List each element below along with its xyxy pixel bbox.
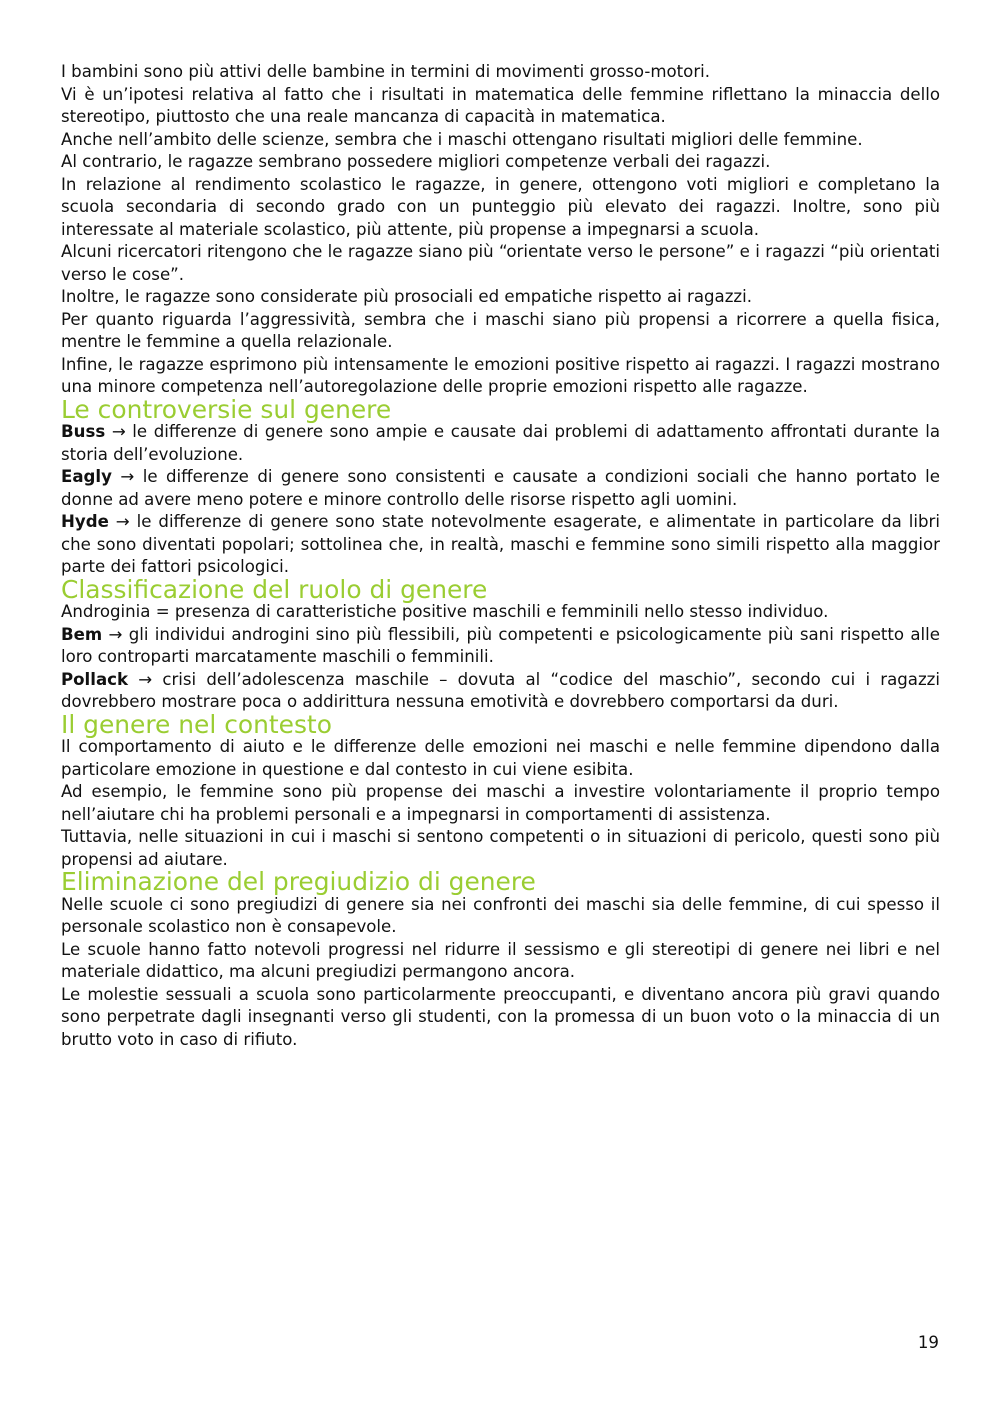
definition-hyde	[61, 511, 940, 579]
paragraph: I bambini sono più attivi delle bambine in termini di movimenti grosso-motori.	[61, 62, 711, 81]
definition-text: crisi dell’adolescenza maschile – dovuta al “codice del maschio”, secondo cui i ragazzi dovrebbero mostrare poca o addirittura nessuna emotività e dovrebbero comportarsi da duri.	[61, 669, 941, 711]
paragraph: Le molestie sessuali a scuola sono particolarmente preoccupanti, e diventano ancora più gravi quando sono perpetrate dagli insegnanti verso gli studenti, con la promessa di un buon voto o la minaccia di un brutto voto in caso di rifiuto.	[61, 984, 940, 1049]
section-heading-contesto: Il genere nel contesto	[61, 709, 332, 739]
arrow-icon: →	[138, 669, 153, 689]
section-heading-eliminazione: Eliminazione del pregiudizio di genere	[61, 867, 536, 896]
definition-text: le differenze di genere sono consistenti e causate a condizioni sociali che hanno portato le donne ad avere meno potere e minore controllo delle risorse rispetto agli uomini.	[61, 467, 940, 509]
page-number: 19	[917, 1333, 939, 1352]
definition-pollack	[61, 669, 940, 714]
paragraph: In relazione al rendimento scolastico le ragazze, in genere, ottengono voti migliori e completano la scuola secondaria di secondo grado con un punteggio più elevato dei ragazzi. Inoltre, sono più interessate al materiale scolastico, più attente, più propense a impegnarsi a scuola.	[61, 174, 940, 239]
term-name: Buss	[61, 422, 106, 441]
paragraph: Ad esempio, le femmine sono più propense dei maschi a investire volontariamente il proprio tempo nell’aiutare chi ha problemi personali e a impegnarsi in comportamenti di assistenza.	[61, 782, 940, 824]
definition-buss	[61, 421, 940, 466]
term-name: Pollack	[61, 669, 129, 689]
paragraph: Tuttavia, nelle situazioni in cui i maschi si sentono competenti o in situazioni di pericolo, questi sono più propensi ad aiutare.	[61, 827, 940, 869]
definition-text: le differenze di genere sono ampie e causate dai problemi di adattamento affrontati durante la storia dell’evoluzione.	[61, 422, 941, 464]
paragraph: Le scuole hanno fatto notevoli progressi nel ridurre il sessismo e gli stereotipi di genere nei libri e nel materiale didattico, ma alcuni pregiudizi permangono ancora.	[61, 939, 940, 981]
arrow-icon: →	[111, 422, 126, 441]
term-name: Hyde	[61, 512, 109, 531]
arrow-icon: →	[115, 512, 130, 531]
section-heading-controversie: Le controversie sul genere	[61, 394, 392, 424]
paragraph: Alcuni ricercatori ritengono che le ragazze siano più “orientate verso le persone” e i ragazzi “più orientati verso le cose”.	[61, 242, 940, 284]
paragraph: Androginia = presenza di caratteristiche positive maschili e femminili nello stesso individuo.	[61, 602, 829, 621]
arrow-icon: →	[120, 467, 135, 486]
paragraph: Infine, le ragazze esprimono più intensamente le emozioni positive rispetto ai ragazzi. I ragazzi mostrano una minore competenza nell’autoregolazione delle proprie emozioni rispetto alle ragazze.	[61, 354, 940, 396]
definition-text: gli individui androgini sino più flessibili, più competenti e psicologicamente più sani rispetto alle loro controparti marcatamente maschili o femminili.	[61, 624, 940, 666]
paragraph: Per quanto riguarda l’aggressività, sembra che i maschi siano più propensi a ricorrere a quella fisica, mentre le femmine a quella relazionale.	[61, 309, 940, 351]
paragraph: Inoltre, le ragazze sono considerate più prosociali ed empatiche rispetto ai ragazzi.	[61, 287, 753, 306]
paragraph: Nelle scuole ci sono pregiudizi di genere sia nei confronti dei maschi sia delle femmine, di cui spesso il personale scolastico non è consapevole.	[61, 894, 940, 936]
arrow-icon: →	[108, 624, 123, 644]
paragraph: Vi è un’ipotesi relativa al fatto che i risultati in matematica delle femmine riflettano la minaccia dello stereotipo, piuttosto che una reale mancanza di capacità in matematica.	[61, 84, 940, 126]
definition-text: le differenze di genere sono state notevolmente esagerate, e alimentate in particolare da libri che sono diventati popolari; sottolinea che, in realtà, maschi e femmine sono simili rispetto alla maggior parte dei fattori psicologici.	[61, 512, 940, 576]
page-content	[61, 61, 940, 1051]
definition-bem	[61, 624, 940, 669]
term-name: Eagly	[61, 467, 112, 486]
paragraph: Al contrario, le ragazze sembrano possedere migliori competenze verbali dei ragazzi.	[61, 152, 771, 171]
definition-eagly	[61, 466, 940, 511]
term-name: Bem	[61, 624, 103, 644]
paragraph: Il comportamento di aiuto e le differenze delle emozioni nei maschi e nelle femmine dipendono dalla particolare emozione in questione e dal contesto in cui viene esibita.	[61, 737, 940, 779]
paragraph: Anche nell’ambito delle scienze, sembra che i maschi ottengano risultati migliori delle femmine.	[61, 129, 863, 149]
section-heading-classificazione: Classificazione del ruolo di genere	[61, 574, 488, 604]
